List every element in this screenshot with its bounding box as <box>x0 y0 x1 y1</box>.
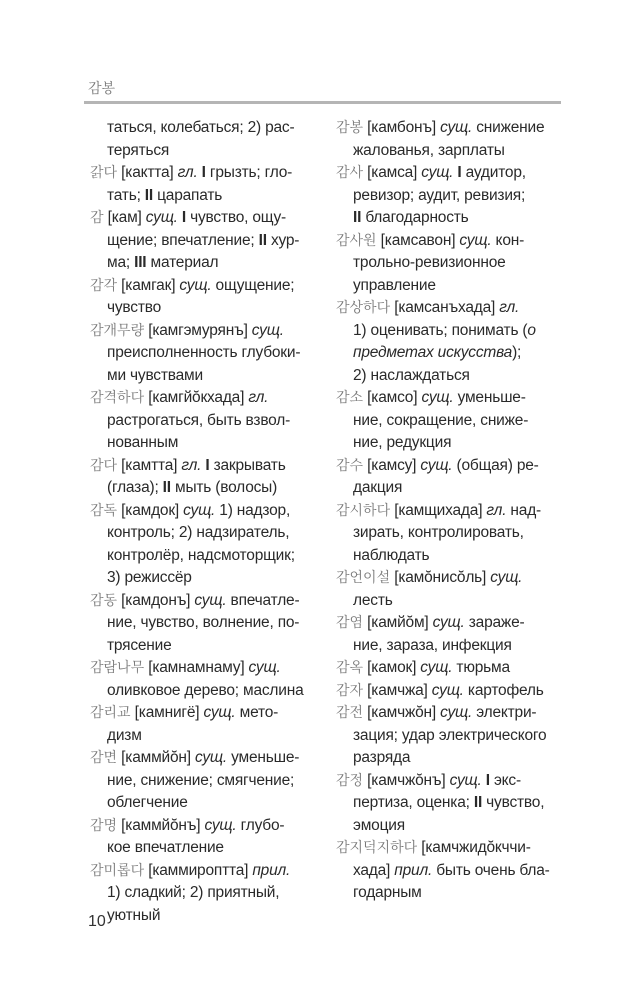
entry-start-line <box>336 162 566 185</box>
headword: 감지덕지하다 <box>336 840 418 856</box>
entry-start-line <box>90 657 322 680</box>
running-head: 감봉 <box>88 80 116 96</box>
text: [камчжŏнъ] <box>363 771 450 789</box>
headword: 감명 <box>90 817 118 834</box>
text: [камгак] <box>117 276 180 294</box>
entry-start-line <box>336 837 566 860</box>
sense-numeral: I <box>181 209 187 226</box>
entry-continuation-line <box>90 905 322 928</box>
headword: 감시하다 <box>336 502 391 519</box>
text: щение; впечатление; <box>107 231 259 249</box>
entry-continuation-line <box>90 680 322 703</box>
entry-start-line <box>90 320 322 343</box>
headword: 감사 <box>336 165 364 181</box>
headword: 감미롭다 <box>90 862 145 879</box>
text: благодарность <box>361 209 469 226</box>
sense-numeral: I <box>201 164 206 181</box>
headword: 감면 <box>90 750 118 766</box>
text: хада] <box>353 861 395 879</box>
entry-continuation-line <box>336 635 566 658</box>
headword: 감격하다 <box>90 390 145 406</box>
text: [камтта] <box>117 456 182 474</box>
entry-start-line <box>90 455 322 478</box>
entry-continuation-line <box>90 432 322 455</box>
italic-label: гл. <box>177 164 198 181</box>
entry-continuation-line <box>90 252 322 275</box>
entry-start-line <box>336 500 566 523</box>
headword: 갉다 <box>90 165 118 181</box>
text: растрогаться, быть взвол- <box>107 411 291 429</box>
italic-label: сущ. <box>203 704 236 721</box>
entry-continuation-line <box>336 590 566 613</box>
entry-start-line <box>90 162 322 185</box>
entry-continuation-line <box>90 545 322 568</box>
italic-label: сущ. <box>490 569 523 586</box>
left-column <box>90 117 322 927</box>
headword: 감람나무 <box>90 660 145 676</box>
italic-label: сущ. <box>179 276 212 294</box>
entry-continuation-line <box>336 792 566 815</box>
italic-label: гл. <box>181 456 202 474</box>
entry-start-line <box>90 207 322 230</box>
italic-label: сущ. <box>251 321 284 339</box>
entry-start-line <box>336 387 566 410</box>
entry-start-line <box>336 657 566 680</box>
entry-continuation-line <box>336 815 566 838</box>
headword: 감리교 <box>90 705 131 721</box>
text: над- <box>506 501 542 519</box>
text: лесть <box>353 591 393 609</box>
headword: 감언이설 <box>336 570 391 586</box>
text: контроль; 2) надзиратель, <box>107 524 290 541</box>
entry-start-line <box>336 612 566 635</box>
text: быть очень бла- <box>432 861 550 879</box>
headword: 감 <box>90 210 104 226</box>
sense-numeral: II <box>353 209 362 226</box>
entry-start-line <box>90 387 322 410</box>
text: [камчжидŏкччи- <box>417 839 531 856</box>
text: жалованья, зарплаты <box>353 141 505 159</box>
text: контролёр, надсмоторщик; <box>107 546 295 564</box>
headword: 감각 <box>90 277 118 294</box>
headword: 감정 <box>336 772 364 789</box>
entry-continuation-line <box>90 365 322 388</box>
text: хур- <box>266 231 300 249</box>
entry-continuation-line <box>336 275 566 298</box>
text: [камсанъхада] <box>390 299 500 316</box>
sense-numeral: II <box>162 479 171 496</box>
entry-continuation-line <box>336 860 566 883</box>
entry-continuation-line <box>90 837 322 860</box>
entry-start-line <box>336 117 566 140</box>
text: облегчение <box>107 794 188 811</box>
italic-label: предметах искусства <box>353 344 513 361</box>
text: царапать <box>153 186 223 204</box>
italic-label: сущ. <box>194 749 228 766</box>
text: [каммйŏн] <box>117 749 195 766</box>
entry-continuation-line <box>336 410 566 433</box>
text: [камсу] <box>363 456 421 474</box>
text: снижение <box>472 119 545 136</box>
entry-continuation-line <box>90 342 322 365</box>
text: управление <box>353 276 436 294</box>
sense-numeral: III <box>134 254 147 271</box>
text: мето- <box>235 704 279 721</box>
headword: 감상하다 <box>336 300 391 316</box>
entry-continuation-line <box>90 635 322 658</box>
headword: 감수 <box>336 457 364 474</box>
text: [кактта] <box>117 164 178 181</box>
headword: 감전 <box>336 705 364 721</box>
entry-start-line <box>336 230 566 253</box>
sense-numeral: I <box>205 456 210 474</box>
text: [камок] <box>363 659 421 676</box>
entry-continuation-line <box>90 117 322 140</box>
text: экс- <box>489 771 521 789</box>
right-column <box>336 117 566 905</box>
italic-label: сущ. <box>183 501 216 519</box>
text: [камгэмурянъ] <box>144 321 252 339</box>
text: ние, сокращение, сниже- <box>353 411 529 429</box>
text: эмоция <box>353 816 405 834</box>
italic-label: гл. <box>499 299 520 316</box>
text: [камдок] <box>117 501 184 519</box>
italic-label: сущ. <box>432 614 465 631</box>
entry-continuation-line <box>90 792 322 815</box>
text: зирать, контролировать, <box>353 524 524 541</box>
headword: 감소 <box>336 390 364 406</box>
text: [камчжа] <box>363 681 432 699</box>
text: электри- <box>472 704 537 721</box>
text: зация; удар электрического <box>353 726 547 744</box>
text: 1) сладкий; 2) приятный, <box>107 884 280 901</box>
text: [камсо] <box>363 389 422 406</box>
text: уютный <box>107 906 161 924</box>
text: оливковое дерево; маслина <box>107 681 304 699</box>
text: теряться <box>107 141 170 159</box>
entry-start-line <box>90 702 322 725</box>
text: (глаза); <box>107 479 163 496</box>
entry-continuation-line <box>90 882 322 905</box>
entry-continuation-line <box>90 477 322 500</box>
text: нованным <box>107 434 179 451</box>
entry-continuation-line <box>336 342 566 365</box>
italic-label: сущ. <box>440 119 473 136</box>
italic-label: сущ. <box>440 704 473 721</box>
entry-start-line <box>90 747 322 770</box>
headword: 감다 <box>90 457 118 474</box>
sense-numeral: II <box>258 231 267 249</box>
text: (общая) ре- <box>452 456 539 474</box>
entry-continuation-line <box>90 297 322 320</box>
text: тюрьма <box>452 659 510 676</box>
italic-label: прил. <box>394 861 433 879</box>
text: материал <box>146 254 219 271</box>
text: ощущение; <box>211 276 295 294</box>
entry-continuation-line <box>336 365 566 388</box>
italic-label: сущ. <box>145 209 178 226</box>
sense-numeral: II <box>473 794 483 811</box>
entry-continuation-line <box>336 432 566 455</box>
text: [камнамнаму] <box>144 659 249 676</box>
text: 1) оценивать; понимать ( <box>353 321 528 339</box>
entry-continuation-line <box>336 252 566 275</box>
page-number: 10 <box>88 913 106 930</box>
text: [камгйŏкхада] <box>144 389 249 406</box>
entry-continuation-line <box>90 770 322 793</box>
entry-continuation-line <box>336 725 566 748</box>
italic-label: сущ. <box>431 681 464 699</box>
text: ние, зараза, инфекция <box>353 636 512 654</box>
text: картофель <box>463 681 544 699</box>
text: глубо- <box>236 816 285 834</box>
entry-continuation-line <box>90 725 322 748</box>
entry-continuation-line <box>90 140 322 163</box>
text: разряда <box>353 749 411 766</box>
text: [камса] <box>363 164 422 181</box>
text: впечатле- <box>226 591 300 609</box>
entry-continuation-line <box>90 612 322 635</box>
headword: 감사원 <box>336 232 377 249</box>
text: годарным <box>353 884 422 901</box>
sense-numeral: I <box>457 164 462 181</box>
entry-start-line <box>336 702 566 725</box>
text: кое впечатление <box>107 839 224 856</box>
entry-continuation-line <box>336 522 566 545</box>
entry-continuation-line <box>336 882 566 905</box>
text: мыть (волосы) <box>170 479 278 496</box>
italic-label: сущ. <box>459 231 492 249</box>
text: [камŏнисŏль] <box>390 569 491 586</box>
text: наблюдать <box>353 546 430 564</box>
text: [камбонъ] <box>363 119 441 136</box>
text: [камйŏм] <box>363 614 433 631</box>
entry-start-line <box>336 770 566 793</box>
entry-start-line <box>336 680 566 703</box>
entry-start-line <box>90 275 322 298</box>
text: [камдонъ] <box>117 591 195 609</box>
headword: 감독 <box>90 502 118 519</box>
text: трольно-ревизионное <box>353 254 506 271</box>
italic-label: сущ. <box>194 591 227 609</box>
text: [камсавон] <box>376 231 460 249</box>
entry-continuation-line <box>336 207 566 230</box>
text: ние, редукция <box>353 434 452 451</box>
italic-label: гл. <box>248 389 269 406</box>
text: ); <box>512 344 522 361</box>
text: кон- <box>491 231 525 249</box>
text: преисполненность глубоки- <box>107 344 301 361</box>
entry-continuation-line <box>336 140 566 163</box>
text: дакция <box>353 479 403 496</box>
headword: 감봉 <box>336 120 364 136</box>
entry-continuation-line <box>90 567 322 590</box>
entry-continuation-line <box>90 230 322 253</box>
text: тать; <box>107 186 145 204</box>
text: [каммироптта] <box>144 861 253 879</box>
text: пертиза, оценка; <box>353 794 474 811</box>
headword: 감동 <box>90 592 118 609</box>
entry-start-line <box>90 815 322 838</box>
text: [камнигё] <box>130 704 204 721</box>
entry-continuation-line <box>336 185 566 208</box>
entry-continuation-line <box>90 185 322 208</box>
italic-label: сущ. <box>420 456 453 474</box>
text: ние, чувство, волнение, по- <box>107 614 300 631</box>
italic-label: сущ. <box>248 659 281 676</box>
entry-continuation-line <box>336 545 566 568</box>
headword: 감염 <box>336 615 364 631</box>
text: [камщихада] <box>390 501 487 519</box>
entry-start-line <box>336 567 566 590</box>
entry-start-line <box>90 590 322 613</box>
text: 3) режиссёр <box>107 569 192 586</box>
text: [кам] <box>103 209 146 226</box>
italic-label: сущ. <box>421 389 454 406</box>
entry-continuation-line <box>336 320 566 343</box>
sense-numeral: I <box>485 771 490 789</box>
text: 1) надзор, <box>215 501 291 519</box>
entry-start-line <box>90 860 322 883</box>
italic-label: сущ. <box>204 816 237 834</box>
entry-continuation-line <box>336 747 566 770</box>
text: [камчжŏн] <box>363 704 441 721</box>
text: ма; <box>107 254 135 271</box>
text: уменьше- <box>227 749 300 766</box>
header-rule <box>84 101 561 104</box>
italic-label: сущ. <box>421 164 454 181</box>
text: зараже- <box>464 614 525 631</box>
entry-start-line <box>336 455 566 478</box>
text: грызть; гло- <box>205 164 293 181</box>
text: [каммйŏнъ] <box>117 816 205 834</box>
entry-continuation-line <box>336 477 566 500</box>
text: 2) наслаждаться <box>353 366 470 384</box>
entry-continuation-line <box>90 410 322 433</box>
text: уменьше- <box>453 389 526 406</box>
text: чувство, <box>482 794 545 811</box>
italic-label: сущ. <box>420 659 453 676</box>
text: дизм <box>107 726 142 744</box>
text: чувство <box>107 299 162 316</box>
text: ние, снижение; смягчение; <box>107 771 295 789</box>
italic-label: сущ. <box>449 771 482 789</box>
italic-label: гл. <box>486 501 507 519</box>
text: закрывать <box>209 456 286 474</box>
headword: 감자 <box>336 682 364 699</box>
italic-label: прил. <box>252 861 291 879</box>
entry-continuation-line <box>90 522 322 545</box>
headword: 감옥 <box>336 660 364 676</box>
text: ревизор; аудит, ревизия; <box>353 186 526 204</box>
text: ми чувствами <box>107 366 203 384</box>
text: аудитор, <box>461 164 526 181</box>
text: чувство, ощу- <box>186 209 287 226</box>
entry-start-line <box>336 297 566 320</box>
entry-start-line <box>90 500 322 523</box>
sense-numeral: II <box>144 186 154 204</box>
italic-label: о <box>527 321 536 339</box>
text: трясение <box>107 636 172 654</box>
text: таться, колебаться; 2) рас- <box>107 119 295 136</box>
headword: 감개무량 <box>90 322 145 339</box>
